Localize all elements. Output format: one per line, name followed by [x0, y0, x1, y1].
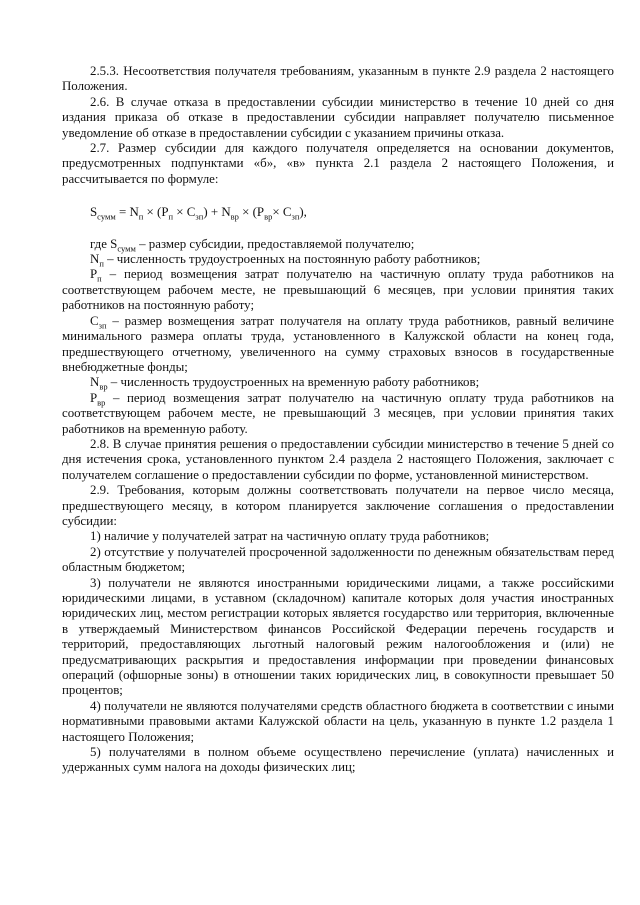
definition-n-vr: $N_{вр}$ – численность трудоустроенных на временную работу работников; — [90, 375, 480, 392]
requirement-item-4: 4) получатели не являются получателями средств областного бюджета в соответствии с иными нормативными правовыми актами Калужской области на цель, указанную в пункте 1.2 раздела 1 настоящего Положения; — [62, 698, 614, 744]
definition-c-zp: $C_{зп}$ – размер возмещения затрат получателя на оплату труда работников, равный величине минимального размера оплаты труда, установленного в Калужской области на конец года, предшествующего отчетному, увеличенного на сумму страховых взносов в государственные внебюджетные фонды; — [62, 313, 614, 374]
requirement-item-5: 5) получателями в полном объеме осуществлено перечисление (уплата) начисленных и удержанных сумм налога на доходы физических лиц; — [62, 745, 614, 775]
definition-s-summ: где $S_{сумм}$ – размер субсидии, предоставляемой получателю; — [90, 236, 415, 254]
subsidy-formula: $S_{сумм} = N_п \times (P_п \times C_{зп}) + N_{вр} \times (P_{вр}\times C_{зп})$, — [90, 205, 307, 222]
document-body — [62, 64, 614, 776]
paragraph-2-6: 2.6. В случае отказа в предоставлении субсидии министерство в течение 10 дней со дня издания приказа об отказе в предоставлении субсидии направляет получателю письменное уведомление об отказе в предоставлении субсидии с указанием причины отказа. — [62, 94, 614, 140]
requirement-item-2: 2) отсутствие у получателей просроченной задолженности по денежным обязательствам перед областным бюджетом; — [62, 544, 614, 575]
requirement-item-3: 3) получатели не являются иностранными юридическими лицами, а также российскими юридическими лицами, в уставном (складочном) капитале которых доля участия иностранных юридических лиц, местом регистрации которых является государство или территория, включенные в утверждаемый Министерством финансов Российской Федерации перечень государств и территорий, предоставляющих льготный налоговый режим налогообложения и (или) не предусматривающих раскрытия и предоставления информации при проведении финансовых операций (офшорные зоны) в отношении таких юридических лиц, в совокупности превышает 50 процентов; — [62, 575, 614, 698]
definition-n-p: $N_п$ – численность трудоустроенных на постоянную работу работников; — [90, 252, 481, 269]
definition-p-vr: $P_{вр}$ – период возмещения затрат получателю на частичную оплату труда работников на соответствующем рабочем месте, не превышающий 3 месяцев, при условии принятия таких работников на временную работу. — [62, 390, 614, 436]
requirement-item-1: 1) наличие у получателей затрат на частичную оплату труда работников; — [90, 529, 490, 544]
paragraph-2-8: 2.8. В случае принятия решения о предоставлении субсидии министерство в течение 5 дней со дня истечения срока, установленного пунктом 2.4 раздела 2 настоящего Положения, заключает с получателем соглашение о предоставлении субсидии по форме, установленной министерством. — [62, 436, 614, 482]
paragraph-2-7: 2.7. Размер субсидии для каждого получателя определяется на основании документов, предусмотренных подпунктами «б», «в» пункта 2.1 раздела 2 настоящего Положения, и рассчитывается по формуле: — [62, 141, 614, 186]
paragraph-2-9: 2.9. Требования, которым должны соответствовать получатели на первое число месяца, предшествующего месяцу, в котором планируется заключение соглашения о предоставлении субсидии: — [62, 483, 614, 528]
definition-p-p: $P_п$ – период возмещения затрат получателю на частичную оплату труда работников на соответствующем рабочем месте, не превышающий 6 месяцев, при условии принятия таких работников на постоянную работу; — [62, 267, 614, 313]
paragraph-2-5-3: 2.5.3. Несоответствия получателя требованиям, указанным в пункте 2.9 раздела 2 настоящего Положения. — [62, 64, 614, 94]
